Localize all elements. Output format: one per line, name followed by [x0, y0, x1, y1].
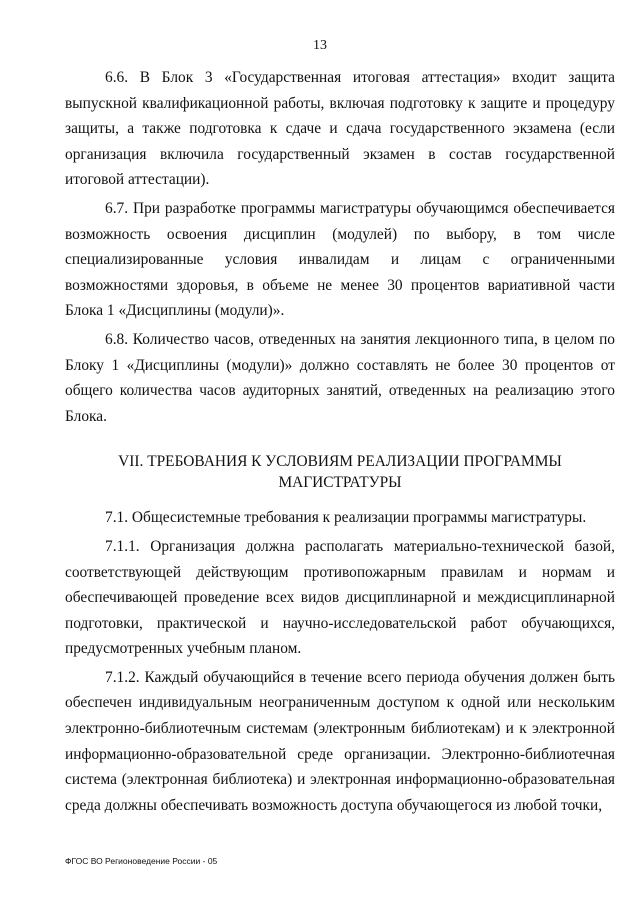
document-body: [65, 65, 615, 818]
section-heading: VII. ТРЕБОВАНИЯ К УСЛОВИЯМ РЕАЛИЗАЦИИ ПРОГРАММЫ МАГИСТРАТУРЫ: [118, 453, 562, 492]
paragraph-7-1-2: 7.1.2. Каждый обучающийся в течение всего периода обучения должен быть обеспечен индивидуальным неограниченным доступом к одной или нескольким электронно-библиотечным системам (электронным библиотекам) и к электронной информационно-образовательной среде организации. Электронно-библиотечная система (электронная библиотека) и электронная информационно-образовательная среда должны обеспечивать возможность доступа обучающегося из любой точки,: [65, 668, 615, 814]
paragraph-6-6: 6.6. В Блок 3 «Государственная итоговая аттестация» входит защита выпускной квалификационной работы, включая подготовку к защите и процедуру защиты, а также подготовка к сдаче и сдача государственного экзамена (если организация включила государственный экзамен в состав государственной итоговой аттестации).: [65, 69, 615, 189]
paragraph-7-1-1: 7.1.1. Организация должна располагать материально-технической базой, соответствующей действующим противопожарным правилам и нормам и обеспечивающей проведение всех видов дисциплинарной и междисциплинарной подготовки, практической и научно-исследовательской работ обучающихся, предусмотренных учебным планом.: [65, 537, 615, 658]
paragraph-6-7: 6.7. При разработке программы магистратуры обучающимся обеспечивается возможность освоения дисциплин (модулей) по выбору, в том числе специализированные условия инвалидам и лицам с ограниченными возможностями здоровья, в объеме не менее 30 процентов вариативной части Блока 1 «Дисциплины (модули)».: [65, 199, 615, 320]
paragraph-6-8: 6.8. Количество часов, отведенных на занятия лекционного типа, в целом по Блоку 1 «Дисциплины (модули)» должно составлять не более 30 процентов от общего количества часов аудиторных занятий, отведенных на реализацию этого Блока.: [65, 330, 615, 425]
footer-note: ФГОС ВО Регионоведение России - 05: [65, 856, 218, 866]
paragraph-7-1: 7.1. Общесистемные требования к реализации программы магистратуры.: [105, 509, 587, 527]
page-number: 13: [313, 38, 327, 53]
